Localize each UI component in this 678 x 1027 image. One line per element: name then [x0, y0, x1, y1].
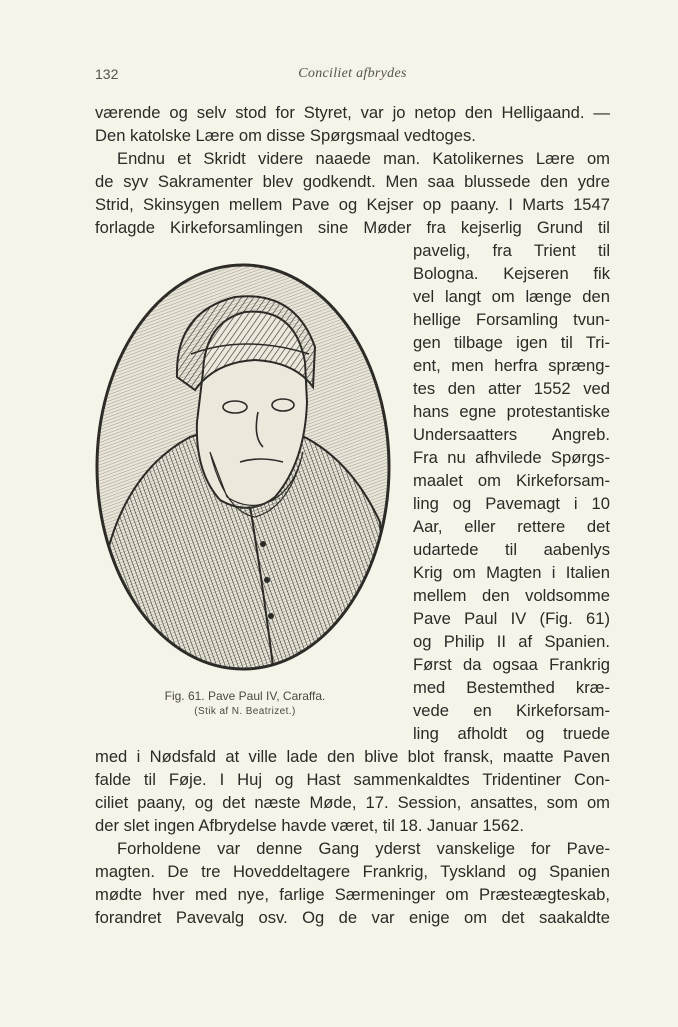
- text-line: Bologna. Kejseren fik: [413, 264, 610, 283]
- text-line: Fra nu afhvilede Spørgs-: [413, 448, 610, 467]
- text-line: ciliet paany, og det næste Møde, 17. Session, ansattes, som om: [95, 793, 610, 812]
- text-line: hans egne protestantiske: [413, 402, 610, 421]
- text-line: ling og Pavemagt i 10: [413, 494, 610, 513]
- portrait-figure: [95, 262, 395, 682]
- text-line: Den katolske Lære om disse Spørgsmaal vedtoges.: [95, 126, 476, 145]
- text-line: Strid, Skinsygen mellem Pave og Kejser op paany. I Marts 1547: [95, 195, 610, 214]
- text-line: forlagde Kirkeforsamlingen sine Møder fra kejserlig Grund til: [95, 218, 610, 237]
- text-line: Pave Paul IV (Fig. 61): [413, 609, 610, 628]
- text-line: der slet ingen Afbrydelse havde været, til 18. Januar 1562.: [95, 816, 524, 835]
- text-line: hellige Forsamling tvun-: [413, 310, 610, 329]
- text-line: vede en Kirkeforsam-: [413, 701, 610, 720]
- text-line: falde til Føje. I Huj og Hast sammenkaldtes Tridentiner Con-: [95, 770, 610, 789]
- running-title: Conciliet afbrydes: [298, 66, 407, 81]
- figure-caption: [95, 688, 395, 720]
- text-line: vel langt om længe den: [413, 287, 610, 306]
- text-line: Forholdene var denne Gang yderst vanskelige for Pave-: [117, 839, 610, 858]
- text-line: pavelig, fra Trient til: [413, 241, 610, 260]
- text-line: med i Nødsfald at ville lade den blive blot fransk, maatte Paven: [95, 747, 610, 766]
- text-line: med Bestemthed kræ-: [413, 678, 610, 697]
- pope-portrait-engraving: [95, 262, 395, 682]
- text-line: værende og selv stod for Styret, var jo netop den Helligaand. —: [95, 103, 610, 122]
- text-line: og Philip II af Spanien.: [413, 632, 610, 651]
- text-line: ent, men herfra spræng-: [413, 356, 610, 375]
- text-line: mødte hver med nye, farlige Særmeninger om Præsteægteskab,: [95, 885, 610, 904]
- text-line: Undersaatters Angreb.: [413, 425, 610, 444]
- text-line: Krig om Magten i Italien: [413, 563, 610, 582]
- text-line: Endnu et Skridt videre naaede man. Katolikernes Lære om: [117, 149, 610, 168]
- text-line: de syv Sakramenter blev godkendt. Men saa blussede den ydre: [95, 172, 610, 191]
- text-line: mellem den voldsomme: [413, 586, 610, 605]
- text-line: forandret Pavevalg osv. Og de var enige om det saakaldte: [95, 908, 610, 927]
- page-number: 132: [95, 66, 119, 82]
- figure-caption-title: Fig. 61. Pave Paul IV, Caraffa.: [164, 689, 326, 703]
- text-line: ling afholdt og truede: [413, 724, 610, 743]
- text-line: udartede til aabenlys: [413, 540, 610, 559]
- text-line: gen tilbage igen til Tri-: [413, 333, 610, 352]
- figure-caption-credit: (Stik af N. Beatrizet.): [194, 706, 296, 717]
- text-line: tes den atter 1552 ved: [413, 379, 610, 398]
- text-line: Aar, eller rettere det: [413, 517, 610, 536]
- page-header: [95, 66, 610, 86]
- text-line: magten. De tre Hoveddeltagere Frankrig, Tyskland og Spanien: [95, 862, 610, 881]
- text-line: Først da ogsaa Frankrig: [413, 655, 610, 674]
- text-line: maalet om Kirkeforsam-: [413, 471, 610, 490]
